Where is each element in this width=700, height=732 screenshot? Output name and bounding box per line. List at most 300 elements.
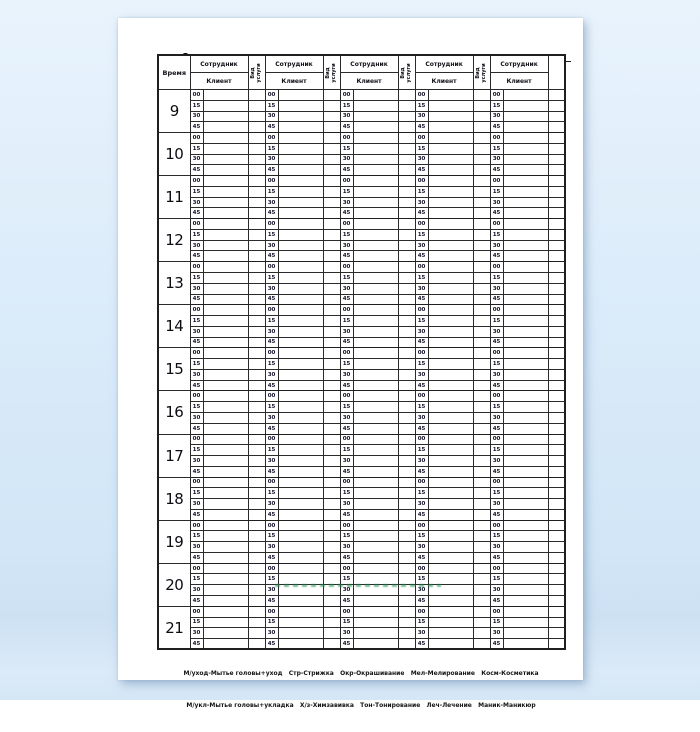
client-entry-cell [353,380,398,391]
service-entry-cell [248,283,265,294]
minute-cell: 15 [340,617,353,628]
client-entry-cell [428,509,473,520]
service-entry-cell [473,509,490,520]
service-entry-cell [323,240,340,251]
client-entry-cell [353,90,398,101]
client-entry-cell [353,176,398,187]
client-entry-cell [278,122,323,133]
client-entry-cell [428,348,473,359]
table-body [158,90,565,650]
client-entry-cell [353,122,398,133]
client-entry-cell [503,326,548,337]
service-entry-cell [398,606,415,617]
service-entry-cell [323,434,340,445]
minute-cell: 45 [340,552,353,563]
minute-cell: 45 [490,595,503,606]
minute-cell: 00 [265,262,278,273]
service-entry-cell [473,348,490,359]
client-entry-cell [428,133,473,144]
client-entry-cell [353,186,398,197]
service-entry-cell [473,229,490,240]
minute-cell: 45 [190,122,203,133]
client-entry-cell [353,391,398,402]
minute-cell: 00 [340,563,353,574]
minute-cell: 45 [340,337,353,348]
table-head [158,55,565,90]
service-entry-cell [548,100,565,111]
service-entry-cell [473,412,490,423]
minute-cell: 30 [190,197,203,208]
service-entry-cell [473,499,490,510]
client-entry-cell [353,402,398,413]
service-entry-cell [473,283,490,294]
client-entry-cell [503,240,548,251]
client-entry-cell [203,552,248,563]
client-entry-cell [503,520,548,531]
service-entry-cell [398,219,415,230]
minute-cell: 45 [265,122,278,133]
client-entry-cell [428,122,473,133]
minute-cell: 00 [190,133,203,144]
client-entry-cell [203,402,248,413]
minute-cell: 45 [415,595,428,606]
service-entry-cell [473,111,490,122]
minute-cell: 00 [265,348,278,359]
service-entry-cell [248,359,265,370]
minute-cell: 45 [415,509,428,520]
service-entry-cell [548,595,565,606]
service-entry-cell [548,208,565,219]
minute-cell: 00 [190,348,203,359]
service-entry-cell [248,552,265,563]
client-entry-cell [503,552,548,563]
client-entry-cell [278,273,323,284]
minute-cell: 30 [415,412,428,423]
service-entry-cell [248,628,265,639]
hour-cell: 21 [158,606,190,649]
client-entry-cell [428,273,473,284]
hour-cell: 12 [158,219,190,262]
hour-cell: 9 [158,90,190,133]
service-entry-cell [548,380,565,391]
client-entry-cell [278,143,323,154]
minute-cell: 30 [190,240,203,251]
service-entry-cell [323,617,340,628]
service-entry-cell [548,337,565,348]
minute-cell: 15 [265,402,278,413]
service-entry-cell [248,262,265,273]
minute-cell: 30 [415,240,428,251]
service-entry-cell [248,111,265,122]
client-entry-cell [428,251,473,262]
client-entry-cell [203,197,248,208]
minute-cell: 15 [415,574,428,585]
service-entry-cell [398,133,415,144]
minute-cell: 30 [190,111,203,122]
service-entry-cell [548,563,565,574]
hour-cell: 19 [158,520,190,563]
service-entry-cell [473,520,490,531]
minute-cell: 00 [190,477,203,488]
service-entry-cell [248,488,265,499]
client-entry-cell [203,186,248,197]
service-type-header-line2: услуги [405,62,412,83]
service-entry-cell [248,466,265,477]
minute-cell: 30 [340,283,353,294]
service-type-header-text [476,58,488,88]
service-entry-cell [473,219,490,230]
client-entry-cell [278,90,323,101]
service-entry-cell [248,348,265,359]
service-entry-cell [323,423,340,434]
client-entry-cell [428,391,473,402]
minute-cell: 30 [490,326,503,337]
client-entry-cell [353,251,398,262]
service-entry-cell [323,111,340,122]
service-entry-cell [398,488,415,499]
minute-cell: 15 [340,316,353,327]
minute-cell: 15 [415,359,428,370]
client-entry-cell [428,499,473,510]
minute-cell: 00 [190,219,203,230]
service-entry-cell [473,90,490,101]
service-entry-cell [323,531,340,542]
service-entry-cell [548,229,565,240]
client-entry-cell [203,585,248,596]
service-entry-cell [398,305,415,316]
client-entry-cell [353,337,398,348]
minute-cell: 45 [265,251,278,262]
minute-cell: 45 [190,165,203,176]
minute-cell: 45 [490,423,503,434]
service-type-header-text [326,58,338,88]
minute-cell: 15 [415,402,428,413]
service-entry-cell [548,176,565,187]
service-type-header-cell [323,55,340,90]
service-entry-cell [548,294,565,305]
minute-cell: 00 [415,520,428,531]
service-entry-cell [248,456,265,467]
client-entry-cell [203,348,248,359]
service-entry-cell [548,585,565,596]
client-entry-cell [278,294,323,305]
service-entry-cell [398,412,415,423]
client-entry-cell [503,606,548,617]
minute-cell: 30 [340,585,353,596]
minute-cell: 45 [265,294,278,305]
client-entry-cell [278,337,323,348]
minute-cell: 45 [340,165,353,176]
client-entry-cell [203,251,248,262]
minute-cell: 00 [190,563,203,574]
minute-cell: 30 [340,628,353,639]
service-type-header-cell [248,55,265,90]
client-entry-cell [428,283,473,294]
client-entry-cell [203,466,248,477]
minute-cell: 15 [490,488,503,499]
minute-cell: 45 [190,380,203,391]
client-entry-cell [428,337,473,348]
service-entry-cell [548,316,565,327]
service-entry-cell [398,122,415,133]
service-entry-cell [548,606,565,617]
minute-cell: 45 [340,595,353,606]
client-entry-cell [353,305,398,316]
client-entry-cell [203,445,248,456]
minute-cell: 45 [340,380,353,391]
minute-cell: 00 [265,305,278,316]
minute-cell: 30 [490,240,503,251]
minute-cell: 45 [190,337,203,348]
client-entry-cell [278,186,323,197]
service-entry-cell [323,337,340,348]
minute-cell: 15 [190,316,203,327]
hour-cell: 15 [158,348,190,391]
client-entry-cell [278,456,323,467]
minute-cell: 00 [190,606,203,617]
client-entry-cell [503,197,548,208]
client-entry-cell [353,359,398,370]
service-entry-cell [398,402,415,413]
client-entry-cell [203,509,248,520]
service-entry-cell [323,122,340,133]
minute-cell: 15 [265,143,278,154]
service-entry-cell [248,402,265,413]
minute-cell: 00 [415,305,428,316]
service-entry-cell [323,100,340,111]
service-entry-cell [548,111,565,122]
service-entry-cell [473,359,490,370]
minute-cell: 00 [490,305,503,316]
client-entry-cell [503,509,548,520]
service-entry-cell [548,122,565,133]
minute-cell: 15 [190,617,203,628]
minute-cell: 30 [490,111,503,122]
client-entry-cell [353,262,398,273]
minute-cell: 45 [490,251,503,262]
service-entry-cell [398,90,415,101]
service-entry-cell [473,165,490,176]
client-entry-cell [428,165,473,176]
service-entry-cell [548,434,565,445]
minute-cell: 00 [415,606,428,617]
service-entry-cell [548,283,565,294]
service-entry-cell [248,369,265,380]
service-entry-cell [248,100,265,111]
client-entry-cell [203,294,248,305]
minute-cell: 30 [265,283,278,294]
client-entry-cell [503,176,548,187]
client-entry-cell [278,316,323,327]
client-entry-cell [428,488,473,499]
minute-cell: 30 [265,585,278,596]
client-entry-cell [278,111,323,122]
service-entry-cell [323,520,340,531]
minute-cell: 30 [415,283,428,294]
minute-cell: 15 [415,100,428,111]
client-entry-cell [503,391,548,402]
minute-cell: 00 [265,477,278,488]
service-entry-cell [398,617,415,628]
service-type-header-line1: Вид [324,66,331,79]
minute-cell: 45 [415,251,428,262]
client-entry-cell [503,456,548,467]
client-entry-cell [353,197,398,208]
service-entry-cell [473,456,490,467]
minute-cell: 45 [190,552,203,563]
service-entry-cell [248,176,265,187]
service-entry-cell [323,251,340,262]
time-header-cell: Время [158,55,190,90]
service-entry-cell [323,628,340,639]
hour-cell: 17 [158,434,190,477]
minute-cell: 30 [415,154,428,165]
client-entry-cell [353,542,398,553]
client-entry-cell [428,434,473,445]
minute-cell: 15 [415,445,428,456]
client-entry-cell [278,359,323,370]
client-entry-cell [353,488,398,499]
client-entry-cell [503,273,548,284]
client-entry-cell [278,197,323,208]
client-entry-cell [203,229,248,240]
minute-cell: 00 [265,434,278,445]
minute-cell: 45 [415,294,428,305]
service-entry-cell [323,369,340,380]
minute-cell: 15 [340,359,353,370]
client-entry-cell [353,445,398,456]
service-entry-cell [548,219,565,230]
service-entry-cell [398,176,415,187]
client-entry-cell [353,628,398,639]
minute-cell: 30 [490,369,503,380]
client-entry-cell [203,359,248,370]
client-entry-cell [428,552,473,563]
client-entry-cell [203,499,248,510]
client-entry-cell [353,563,398,574]
client-entry-cell [353,133,398,144]
service-entry-cell [323,445,340,456]
minute-cell: 15 [340,273,353,284]
service-entry-cell [323,90,340,101]
service-entry-cell [248,585,265,596]
minute-cell: 45 [340,639,353,650]
minute-cell: 45 [415,122,428,133]
service-entry-cell [548,326,565,337]
service-entry-cell [323,456,340,467]
service-entry-cell [323,176,340,187]
service-entry-cell [473,337,490,348]
minute-cell: 00 [265,391,278,402]
minute-cell: 30 [340,369,353,380]
service-entry-cell [473,445,490,456]
client-entry-cell [203,542,248,553]
minute-cell: 15 [490,617,503,628]
minute-cell: 15 [415,186,428,197]
minute-cell: 15 [340,186,353,197]
service-entry-cell [473,294,490,305]
client-entry-cell [428,305,473,316]
client-entry-cell [503,133,548,144]
minute-cell: 15 [340,229,353,240]
service-entry-cell [398,143,415,154]
client-entry-cell [428,606,473,617]
service-type-header-line1: Вид [399,66,406,79]
minute-cell: 00 [190,176,203,187]
client-entry-cell [428,617,473,628]
client-entry-cell [203,423,248,434]
minute-cell: 30 [265,240,278,251]
minute-cell: 00 [415,563,428,574]
service-entry-cell [398,283,415,294]
minute-cell: 00 [490,563,503,574]
client-entry-cell [278,606,323,617]
service-entry-cell [473,154,490,165]
client-entry-cell [428,186,473,197]
minute-cell: 15 [190,359,203,370]
minute-cell: 00 [340,520,353,531]
minute-cell: 45 [265,208,278,219]
service-entry-cell [548,552,565,563]
service-entry-cell [323,197,340,208]
minute-cell: 30 [340,111,353,122]
minute-cell: 45 [190,251,203,262]
client-entry-cell [278,229,323,240]
client-entry-cell [203,434,248,445]
service-entry-cell [323,348,340,359]
minute-cell: 45 [340,208,353,219]
minute-cell: 45 [265,639,278,650]
client-entry-cell [503,359,548,370]
client-entry-cell [503,466,548,477]
client-entry-cell [428,262,473,273]
minute-cell: 45 [190,466,203,477]
service-entry-cell [398,563,415,574]
service-entry-cell [398,251,415,262]
hour-cell: 20 [158,563,190,606]
minute-cell: 30 [415,326,428,337]
minute-cell: 30 [190,628,203,639]
minute-cell: 00 [190,391,203,402]
minute-cell: 15 [190,186,203,197]
client-entry-cell [203,316,248,327]
minute-cell: 45 [265,509,278,520]
client-entry-cell [503,316,548,327]
client-header-cell: Клиент [190,73,248,90]
client-entry-cell [428,100,473,111]
minute-cell: 30 [490,412,503,423]
service-entry-cell [323,412,340,423]
minute-cell: 30 [340,240,353,251]
minute-cell: 15 [265,531,278,542]
client-entry-cell [353,229,398,240]
service-entry-cell [248,154,265,165]
service-entry-cell [473,240,490,251]
service-entry-cell [398,499,415,510]
client-entry-cell [428,445,473,456]
minute-cell: 30 [490,283,503,294]
minute-cell: 45 [490,294,503,305]
employee-header-cell: Сотрудник [490,55,548,73]
service-entry-cell [398,348,415,359]
minute-cell: 30 [415,499,428,510]
client-entry-cell [503,283,548,294]
client-entry-cell [203,488,248,499]
service-entry-cell [248,273,265,284]
minute-cell: 00 [265,133,278,144]
minute-cell: 45 [415,639,428,650]
minute-cell: 30 [265,154,278,165]
